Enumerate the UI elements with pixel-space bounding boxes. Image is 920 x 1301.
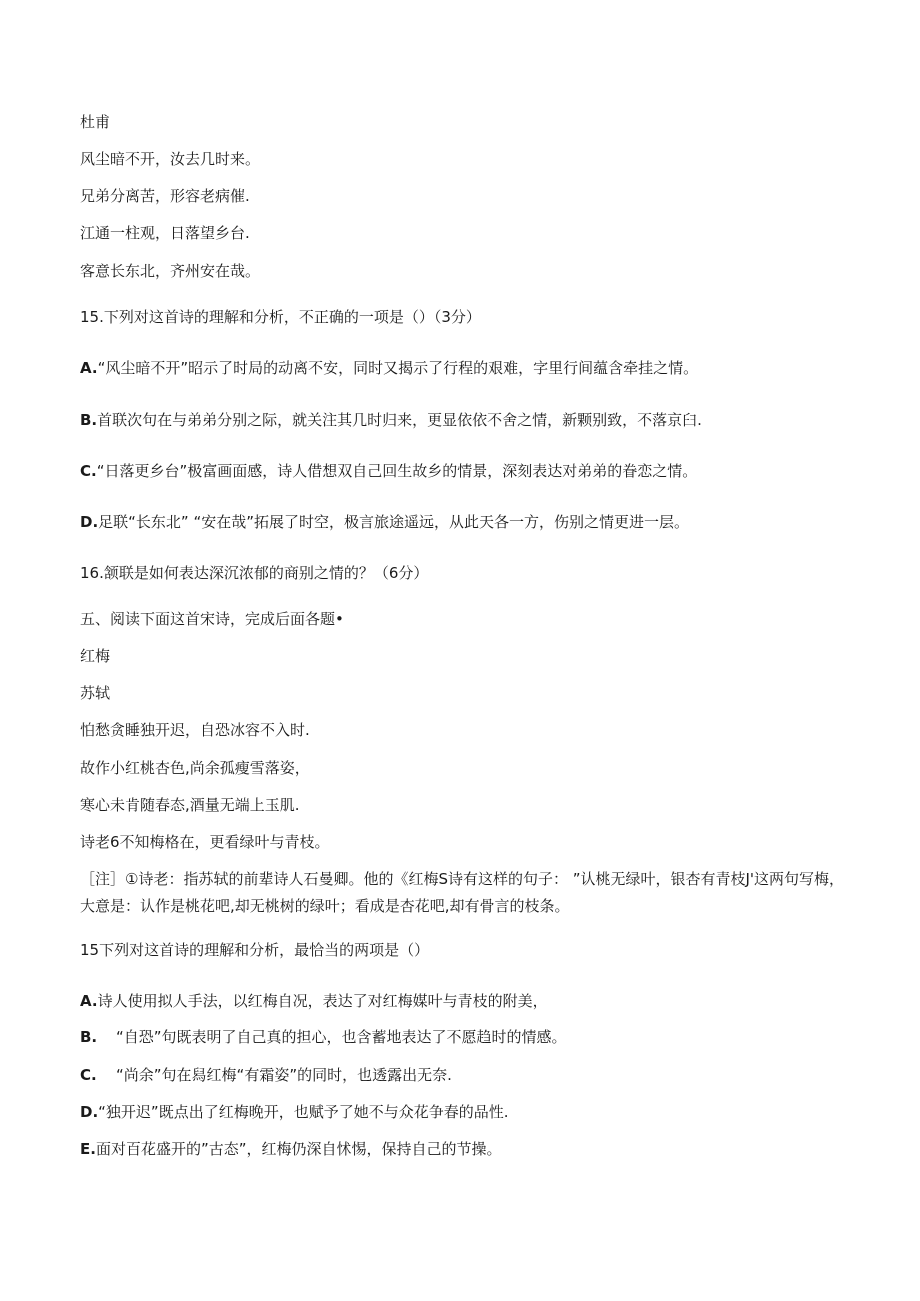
- q15a-option-b: [80, 410, 702, 430]
- option-label: A.: [80, 992, 98, 1010]
- poem2-title: 红梅: [80, 647, 111, 665]
- option-label: C.: [80, 1066, 97, 1084]
- q15b-option-c: [80, 1065, 452, 1085]
- poem2-line-2: 故作小红桃杏色,尚余孤瘦雪落姿，: [80, 759, 310, 777]
- q16-stem: 16.颔联是如何表达深沉浓郁的商别之情的？（6分）: [80, 564, 429, 582]
- option-text: 面对百花盛开的”古态”，红梅仍深自怵惕，保持自己的节操。: [95, 1140, 502, 1158]
- poem2-annotation: ［注］①诗老：指苏轼的前辈诗人石曼卿。他的《红梅S诗有这样的句子： ”认桃无绿叶，银杏有青枝J'这两句写梅，大意是：认作是桃花吧,却无桃树的绿叶；看成是杏花吧,却有骨言的枝条。: [80, 870, 845, 915]
- q15b-option-a: [80, 991, 548, 1011]
- q15a-option-a: [80, 358, 698, 378]
- poem2-line-3: 寒心未肯随春态,酒量无端上玉肌.: [80, 796, 300, 814]
- option-text: “日落更乡台”极富画面感，诗人借想双自己回生故乡的情景，深刻表达对弟弟的眷恋之情。: [96, 462, 698, 480]
- option-label: D.: [80, 1103, 99, 1121]
- option-text: 足联“长东北” “安在哉”拓展了时空，极言旅途遥远，从此天各一方，伤别之情更进一层。: [98, 513, 690, 531]
- option-label: B.: [80, 411, 98, 429]
- q15b-option-b: [80, 1027, 567, 1047]
- q15b-option-d: [80, 1102, 508, 1122]
- poem1-line-2: 兄弟分离苦，形容老病催.: [80, 187, 250, 205]
- option-label: E.: [80, 1140, 96, 1158]
- option-label: B.: [80, 1028, 98, 1046]
- q15a-option-d: [80, 512, 689, 532]
- option-text: “自恐”句既表明了自己真的担心，也含蓄地表达了不愿趋时的情感。: [116, 1028, 567, 1046]
- poem1-line-4: 客意长东北，齐州安在哉。: [80, 262, 261, 280]
- option-label: C.: [80, 462, 97, 480]
- option-text: 诗人使用拟人手法，以红梅自况，表达了对红梅媒叶与青枝的附美，: [97, 992, 548, 1010]
- poem1-line-3: 江通一柱观，日落望乡台.: [80, 224, 250, 242]
- poem2-line-1: 怕愁贪睡独开迟，自恐冰容不入时.: [80, 721, 310, 739]
- poem1-author: 杜甫: [80, 113, 111, 131]
- q15a-option-c: [80, 461, 697, 481]
- section5-heading: 五、阅读下面这首宋诗，完成后面各题•: [80, 610, 344, 628]
- poem1-line-1: 风尘暗不开，汝去几时来。: [80, 150, 261, 168]
- option-text: “独开迟”既点出了红梅晚开，也赋予了她不与众花争春的品性.: [98, 1103, 509, 1121]
- option-text: 首联次句在与弟弟分别之际，就关注其几时归来，更显依依不舍之情，新颗别致，不落京臼.: [97, 411, 702, 429]
- poem2-line-4: 诗老6不知梅格在，更看绿叶与青枝。: [80, 833, 330, 851]
- option-label: D.: [80, 513, 99, 531]
- q15b-option-e: [80, 1139, 502, 1159]
- q15a-stem: 15.下列对这首诗的理解和分析，不正确的一项是（）（3分）: [80, 308, 481, 326]
- option-text: “风尘暗不开”昭示了时局的动离不安，同时又揭示了行程的艰难，字里行间蕴含牵挂之情。: [97, 359, 699, 377]
- option-label: A.: [80, 359, 98, 377]
- poem2-author: 苏轼: [80, 684, 111, 702]
- q15b-stem: 15下列对这首诗的理解和分析，最恰当的两项是（）: [80, 941, 430, 959]
- option-text: “尚余”句在舄红梅“有霜姿”的同时，也透露出无奈.: [116, 1066, 452, 1084]
